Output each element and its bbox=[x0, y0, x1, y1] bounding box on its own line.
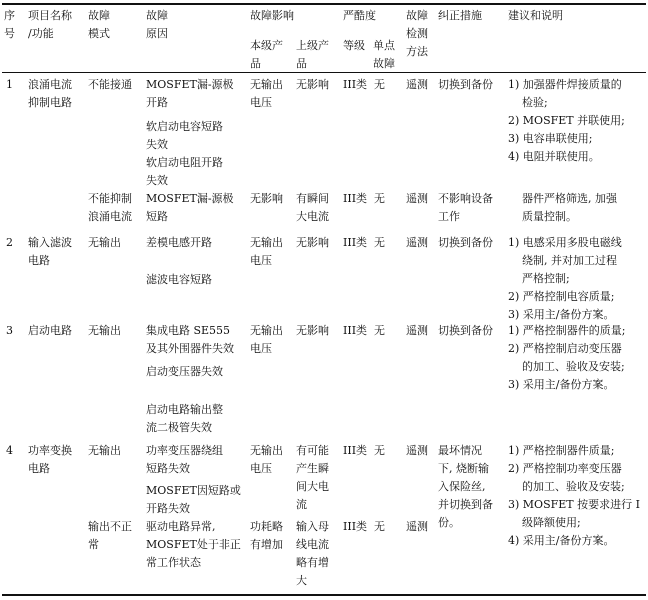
header-severity: 严酷度 bbox=[343, 9, 376, 22]
row-mode: 不能接通 bbox=[88, 78, 132, 91]
header-severity-grade: 等级 bbox=[343, 39, 365, 52]
row-advice: 1) 严格控制器件的质量; 2) 严格控制启动变压器 的加工、验收及安装; 3) 采用主/备份方案。 bbox=[508, 324, 626, 391]
row-mode: 无输出 bbox=[88, 236, 121, 249]
row-effect-upper: 无影响 bbox=[296, 78, 329, 91]
row-detect: 遥测 bbox=[406, 236, 428, 249]
row-effect-local: 无输出 电压 bbox=[250, 324, 283, 355]
row-detect: 遥测 bbox=[406, 444, 428, 457]
row-single: 无 bbox=[374, 78, 385, 91]
row-effect-local: 无输出 电压 bbox=[250, 444, 283, 475]
row-cause: 启动电路输出整 流二极管失效 bbox=[146, 403, 223, 434]
row-grade: III类 bbox=[343, 78, 368, 91]
row-effect-local: 无影响 bbox=[250, 192, 283, 205]
row-cause: 启动变压器失效 bbox=[146, 365, 223, 378]
table-top-rule bbox=[2, 3, 646, 5]
row-seq: 3 bbox=[6, 324, 13, 337]
row-grade: III类 bbox=[343, 520, 368, 533]
row-item: 功率变换 电路 bbox=[28, 444, 72, 475]
header-item: 项目名称 /功能 bbox=[28, 9, 72, 40]
row-cause: MOSFET漏-源极 开路 bbox=[146, 78, 234, 109]
row-cause: 功率变压器绕组 短路失效 bbox=[146, 444, 223, 475]
row-mode: 输出不正 常 bbox=[88, 520, 132, 551]
row-detect: 遥测 bbox=[406, 324, 428, 337]
row-cause: 集成电路 SE555 及其外围器件失效 bbox=[146, 324, 234, 355]
row-cause: 滤波电容短路 bbox=[146, 273, 212, 286]
row-mode: 不能抑制 浪涌电流 bbox=[88, 192, 132, 223]
row-grade: III类 bbox=[343, 236, 368, 249]
row-cause: 软启动电容短路 失效 bbox=[146, 120, 223, 151]
header-effect-upper: 上级产 品 bbox=[296, 39, 329, 70]
row-detect: 遥测 bbox=[406, 78, 428, 91]
row-advice: 1) 电感采用多股电磁线 绕制, 并对加工过程 严格控制; 2) 严格控制电容质量; 3) 采用主/备份方案。 bbox=[508, 236, 622, 321]
row-correct: 切换到备份 bbox=[438, 78, 493, 91]
row-detect: 遥测 bbox=[406, 192, 428, 205]
row-item: 启动电路 bbox=[28, 324, 72, 337]
row-single: 无 bbox=[374, 192, 385, 205]
table-bottom-rule bbox=[2, 594, 646, 596]
header-correct: 纠正措施 bbox=[438, 9, 482, 22]
row-item: 浪涌电流 抑制电路 bbox=[28, 78, 72, 109]
row-cause: 软启动电阻开路 失效 bbox=[146, 156, 223, 187]
row-grade: III类 bbox=[343, 324, 368, 337]
row-single: 无 bbox=[374, 520, 385, 533]
row-advice: 1) 严格控制器件质量; 2) 严格控制功率变压器 的加工、验收及安装; 3) MOSFET 按要求进行 I 级降额使用; 4) 采用主/备份方案。 bbox=[508, 444, 640, 547]
row-grade: III类 bbox=[343, 444, 368, 457]
row-effect-local: 无输出 电压 bbox=[250, 236, 283, 267]
row-item: 输入滤波 电路 bbox=[28, 236, 72, 267]
header-effect-local: 本级产 品 bbox=[250, 39, 283, 70]
row-cause: 差模电感开路 bbox=[146, 236, 212, 249]
row-single: 无 bbox=[374, 324, 385, 337]
row-cause: 驱动电路异常, MOSFET处于非正 常工作状态 bbox=[146, 520, 241, 569]
row-effect-local: 功耗略 有增加 bbox=[250, 520, 283, 551]
row-correct: 切换到备份 bbox=[438, 324, 493, 337]
row-advice: 器件严格筛选, 加强 质量控制。 bbox=[522, 192, 617, 223]
header-detect: 故障 检测 方法 bbox=[406, 9, 428, 58]
header-seq: 序 号 bbox=[4, 9, 15, 40]
header-mode: 故障 模式 bbox=[88, 9, 110, 40]
row-correct: 切换到备份 bbox=[438, 236, 493, 249]
header-cause: 故障 原因 bbox=[146, 9, 168, 40]
row-effect-upper: 输入母 线电流 略有增 大 bbox=[296, 520, 329, 587]
row-detect: 遥测 bbox=[406, 520, 428, 533]
header-effect: 故障影响 bbox=[250, 9, 294, 22]
row-cause: MOSFET漏-源极 短路 bbox=[146, 192, 234, 223]
row-advice: 1) 加强器件焊接质量的 检验; 2) MOSFET 并联使用; 3) 电容串联使用; 4) 电阻并联使用。 bbox=[508, 78, 625, 163]
row-seq: 4 bbox=[6, 444, 13, 457]
row-mode: 无输出 bbox=[88, 324, 121, 337]
row-effect-upper: 无影响 bbox=[296, 324, 329, 337]
header-advice: 建议和说明 bbox=[508, 9, 563, 22]
row-effect-upper: 有可能 产生瞬 间大电 流 bbox=[296, 444, 329, 511]
row-seq: 1 bbox=[6, 78, 13, 91]
row-cause: MOSFET因短路或 开路失效 bbox=[146, 484, 241, 515]
row-effect-upper: 有瞬间 大电流 bbox=[296, 192, 329, 223]
row-single: 无 bbox=[374, 444, 385, 457]
row-correct: 不影响设备 工作 bbox=[438, 192, 493, 223]
row-seq: 2 bbox=[6, 236, 13, 249]
header-severity-single: 单点 故障 bbox=[373, 39, 395, 70]
row-effect-upper: 无影响 bbox=[296, 236, 329, 249]
row-grade: III类 bbox=[343, 192, 368, 205]
row-mode: 无输出 bbox=[88, 444, 121, 457]
row-correct: 最坏情况 下, 烧断输 入保险丝, 并切换到备 份。 bbox=[438, 444, 493, 529]
row-single: 无 bbox=[374, 236, 385, 249]
row-effect-local: 无输出 电压 bbox=[250, 78, 283, 109]
